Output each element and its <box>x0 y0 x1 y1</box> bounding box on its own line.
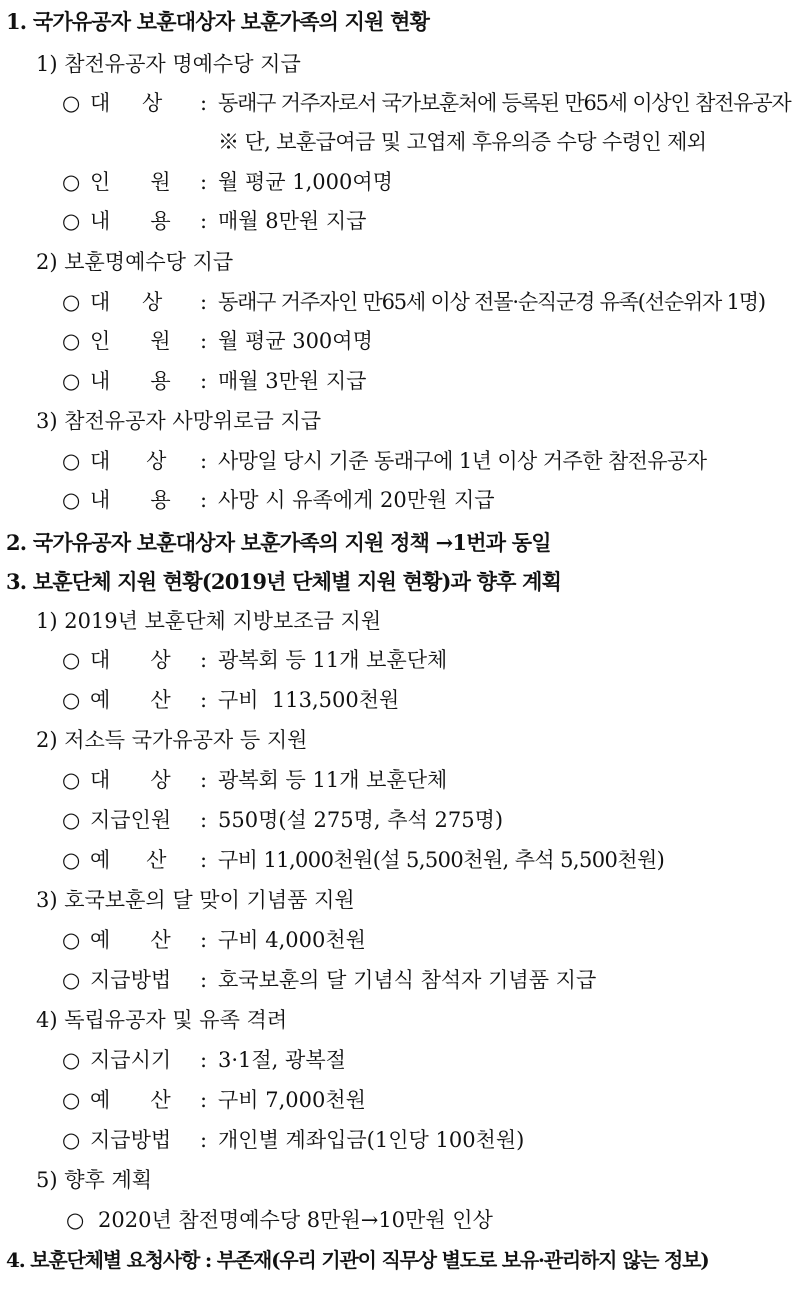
item-value: 월 평균 300여명 <box>218 329 373 353</box>
bullet-circle: ○ <box>62 808 81 832</box>
list-item <box>62 850 664 871</box>
colon: : <box>200 449 207 473</box>
item-value: 월 평균 1,000여명 <box>218 170 393 194</box>
list-item <box>62 770 447 791</box>
list-item <box>62 292 765 313</box>
bullet-circle: ○ <box>62 290 80 314</box>
list-item <box>62 371 366 392</box>
item-label: 지급방법 <box>90 968 172 992</box>
bullet-circle: ○ <box>62 209 81 233</box>
bullet-circle: ○ <box>62 1048 81 1072</box>
item-value: 구비 113,500천원 <box>218 688 400 712</box>
item-label: 인 원 <box>90 329 171 353</box>
bullet-circle: ○ <box>62 449 80 473</box>
item-label: 대 상 <box>90 449 166 473</box>
item-value: 매월 8만원 지급 <box>218 209 367 233</box>
bullet-circle: ○ <box>62 329 81 353</box>
section-2-heading: 2. 국가유공자 보훈대상자 보훈가족의 지원 정책 →1번과 동일 <box>6 530 551 555</box>
item-label: 내 용 <box>90 209 171 233</box>
list-item <box>62 93 791 114</box>
list-item <box>66 1210 493 1231</box>
list-item <box>62 490 495 511</box>
colon: : <box>200 209 208 233</box>
bullet-circle: ○ <box>66 1208 85 1232</box>
item-value: 구비 4,000천원 <box>218 928 366 952</box>
colon: : <box>200 968 208 992</box>
item-value: 2020년 참전명예수당 8만원→10만원 인상 <box>98 1208 493 1232</box>
item-value: 개인별 계좌입금(1인당 100천원) <box>218 1128 525 1152</box>
colon: : <box>200 1048 208 1072</box>
item-value: 3·1절, 광복절 <box>218 1048 346 1072</box>
colon: : <box>200 1088 208 1112</box>
list-item <box>62 331 373 352</box>
item-label: 내 용 <box>90 488 171 512</box>
bullet-circle: ○ <box>62 688 81 712</box>
colon: : <box>200 369 208 393</box>
subsection-3-5-heading: 5) 향후 계획 <box>36 1168 153 1192</box>
item-label: 예 산 <box>90 1088 171 1112</box>
colon: : <box>200 768 208 792</box>
bullet-circle: ○ <box>62 968 81 992</box>
bullet-circle: ○ <box>62 170 81 194</box>
item-value: 광복회 등 11개 보훈단체 <box>218 768 448 792</box>
subsection-3-2-heading: 2) 저소득 국가유공자 등 지원 <box>36 728 308 752</box>
list-item <box>62 650 447 671</box>
colon: : <box>200 91 206 115</box>
list-item <box>62 451 706 472</box>
colon: : <box>200 648 208 672</box>
colon: : <box>200 688 208 712</box>
subsection-1-2-heading: 2) 보훈명예수당 지급 <box>36 250 234 274</box>
subsection-3-4-heading: 4) 독립유공자 및 유족 격려 <box>36 1008 288 1032</box>
colon: : <box>200 848 207 872</box>
list-item <box>62 211 366 232</box>
list-item <box>62 1130 524 1151</box>
subsection-3-3-heading: 3) 호국보훈의 달 맞이 기념품 지원 <box>36 888 355 912</box>
item-value: 구비 11,000천원(설 5,500천원, 추석 5,500천원) <box>218 848 665 872</box>
item-label: 예 산 <box>90 928 171 952</box>
bullet-circle: ○ <box>62 848 80 872</box>
item-label: 지급인원 <box>90 808 172 832</box>
colon: : <box>200 290 206 314</box>
item-label: 내 용 <box>90 369 171 393</box>
section-4-heading: 4. 보훈단체별 요청사항 : 부존재(우리 기관이 직무상 별도로 보유·관리하지 않는 정보) <box>6 1248 709 1272</box>
bullet-circle: ○ <box>62 488 81 512</box>
colon: : <box>200 329 208 353</box>
note-text: ※ 단, 보훈급여금 및 고엽제 후유의증 수당 수령인 제외 <box>218 130 707 154</box>
list-item <box>62 970 596 991</box>
item-label: 대 상 <box>90 768 171 792</box>
item-value: 550명(설 275명, 추석 275명) <box>218 808 504 832</box>
item-label: 예 산 <box>90 688 171 712</box>
item-value: 매월 3만원 지급 <box>218 369 367 393</box>
list-item <box>62 172 393 193</box>
bullet-circle: ○ <box>62 1128 81 1152</box>
item-value: 동래구 거주자로서 국가보훈처에 등록된 만65세 이상인 참전유공자 <box>218 91 791 115</box>
bullet-circle: ○ <box>62 648 81 672</box>
item-label: 대 상 <box>90 648 171 672</box>
item-value: 광복회 등 11개 보훈단체 <box>218 648 448 672</box>
bullet-circle: ○ <box>62 768 81 792</box>
bullet-circle: ○ <box>62 1088 81 1112</box>
item-value: 사망일 당시 기준 동래구에 1년 이상 거주한 참전유공자 <box>218 449 707 473</box>
bullet-circle: ○ <box>62 928 81 952</box>
item-value: 구비 7,000천원 <box>218 1088 366 1112</box>
item-value: 동래구 거주자인 만65세 이상 전몰·순직군경 유족(선순위자 1명) <box>218 290 765 314</box>
colon: : <box>200 170 208 194</box>
list-item <box>62 930 366 951</box>
list-item <box>62 1050 346 1071</box>
colon: : <box>200 488 208 512</box>
section-3-heading: 3. 보훈단체 지원 현황(2019년 단체별 지원 현황)과 향후 계획 <box>6 569 562 594</box>
item-label: 지급방법 <box>90 1128 172 1152</box>
item-label: 지급시기 <box>90 1048 172 1072</box>
subsection-1-3-heading: 3) 참전유공자 사망위로금 지급 <box>36 409 322 433</box>
list-item <box>62 810 503 831</box>
bullet-circle: ○ <box>62 369 81 393</box>
list-item <box>62 1090 366 1111</box>
colon: : <box>200 808 208 832</box>
subsection-1-1-heading: 1) 참전유공자 명예수당 지급 <box>36 52 301 76</box>
item-label: 인 원 <box>90 170 171 194</box>
item-value: 사망 시 유족에게 20만원 지급 <box>218 488 495 512</box>
subsection-3-1-heading: 1) 2019년 보훈단체 지방보조금 지원 <box>36 609 382 633</box>
colon: : <box>200 928 208 952</box>
item-label: 예 산 <box>90 848 166 872</box>
section-1-heading: 1. 국가유공자 보훈대상자 보훈가족의 지원 현황 <box>6 9 430 34</box>
item-label: 대 상 <box>90 290 162 314</box>
item-label: 대 상 <box>90 91 162 115</box>
colon: : <box>200 1128 208 1152</box>
item-value: 호국보훈의 달 기념식 참석자 기념품 지급 <box>218 968 597 992</box>
bullet-circle: ○ <box>62 91 80 115</box>
list-item <box>62 690 399 711</box>
